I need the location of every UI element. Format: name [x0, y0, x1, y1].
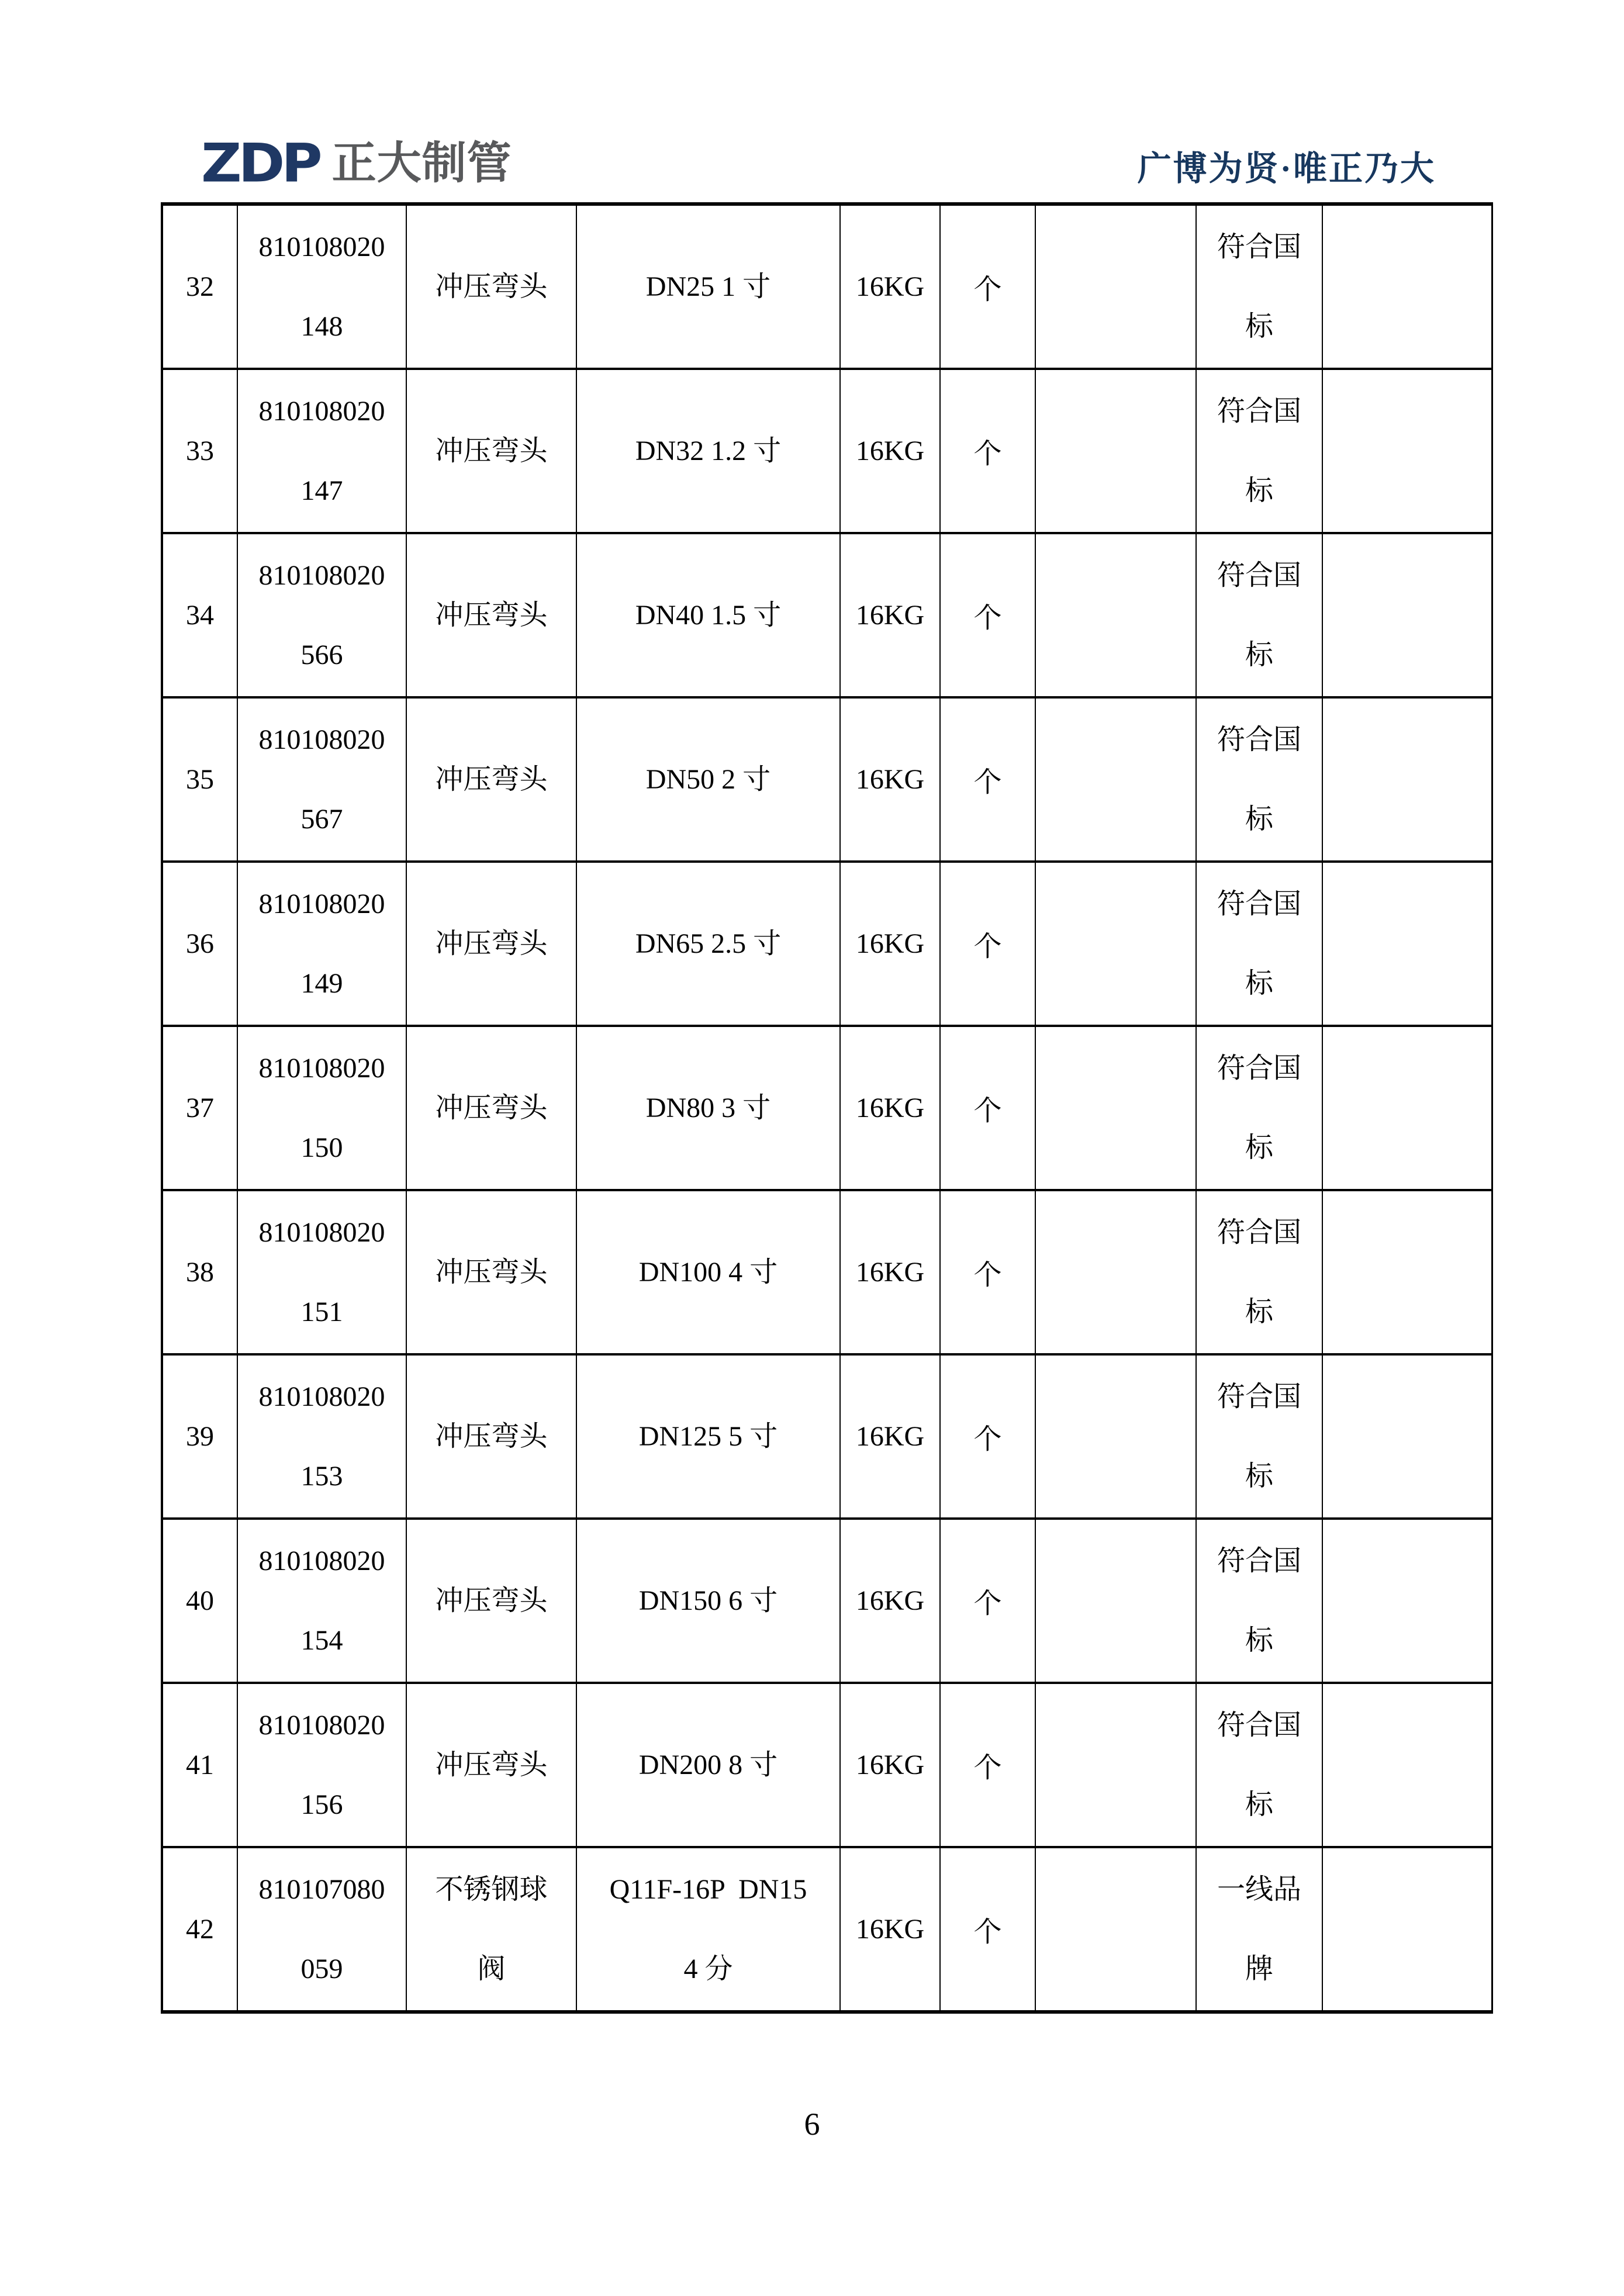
notes-cell — [1322, 1847, 1492, 2012]
remark-cell — [1196, 1683, 1322, 1847]
product-name: 冲压弯头 — [435, 928, 548, 959]
row-number-cell — [162, 204, 237, 369]
pressure-value: 16KG — [855, 764, 925, 795]
spec-value: DN80 3 寸 — [645, 1092, 771, 1123]
notes-value — [1323, 1191, 1491, 1353]
unit-value: 个 — [973, 1260, 1002, 1291]
remark-cell — [1196, 697, 1322, 862]
table-row — [162, 1519, 1492, 1683]
unit-cell — [940, 1847, 1035, 2012]
remark-value: 符合国 标 — [1217, 231, 1301, 342]
notes-cell — [1322, 697, 1492, 862]
product-code-cell — [237, 1354, 406, 1519]
pressure-value: 16KG — [855, 435, 925, 466]
remark-cell — [1196, 369, 1322, 533]
product-code: 810108020 151 — [258, 1216, 385, 1327]
quantity-value — [1036, 1027, 1195, 1189]
unit-cell — [940, 369, 1035, 533]
row-number: 39 — [186, 1421, 214, 1452]
product-code-cell — [237, 1026, 406, 1190]
row-number-cell — [162, 369, 237, 533]
notes-cell — [1322, 862, 1492, 1026]
quantity-cell — [1035, 1190, 1196, 1354]
row-number-cell — [162, 1026, 237, 1190]
pressure-cell — [840, 533, 940, 697]
spec-value: DN32 1.2 寸 — [635, 435, 782, 466]
remark-cell — [1196, 533, 1322, 697]
unit-value: 个 — [973, 1095, 1002, 1126]
row-number: 36 — [186, 928, 214, 959]
quantity-cell — [1035, 369, 1196, 533]
company-logo — [201, 132, 512, 195]
unit-cell — [940, 1683, 1035, 1847]
unit-value: 个 — [973, 1917, 1002, 1948]
notes-value — [1323, 370, 1491, 532]
product-name-cell — [406, 1683, 576, 1847]
spec-value: DN65 2.5 寸 — [635, 928, 782, 959]
quantity-value — [1036, 1848, 1195, 2010]
spec-cell — [576, 533, 840, 697]
quantity-value — [1036, 370, 1195, 532]
row-number: 33 — [186, 435, 214, 466]
spec-cell — [576, 204, 840, 369]
pressure-value: 16KG — [855, 1914, 925, 1945]
table-row — [162, 697, 1492, 862]
quantity-value — [1036, 534, 1195, 696]
product-code: 810108020 156 — [258, 1709, 385, 1820]
table-row — [162, 1354, 1492, 1519]
quantity-value — [1036, 206, 1195, 368]
zdp-logo-icon: ZDP — [201, 132, 319, 195]
product-code-cell — [237, 1847, 406, 2012]
remark-cell — [1196, 204, 1322, 369]
row-number: 42 — [186, 1914, 214, 1945]
company-slogan: 广博为贤·唯正乃大 — [1137, 150, 1436, 188]
unit-value: 个 — [973, 1588, 1002, 1619]
product-code-cell — [237, 862, 406, 1026]
pressure-cell — [840, 1190, 940, 1354]
pressure-value: 16KG — [855, 1421, 925, 1452]
product-code-cell — [237, 1190, 406, 1354]
product-name-cell — [406, 697, 576, 862]
remark-value: 符合国 标 — [1217, 559, 1301, 670]
remark-value: 符合国 标 — [1217, 1052, 1301, 1163]
product-name: 不锈钢球 阀 — [435, 1873, 548, 1984]
notes-value — [1323, 534, 1491, 696]
notes-value — [1323, 1520, 1491, 1682]
remark-value: 符合国 标 — [1217, 888, 1301, 999]
remark-value: 一线品 牌 — [1217, 1873, 1301, 1984]
spec-value: DN125 5 寸 — [638, 1420, 778, 1452]
quantity-cell — [1035, 1519, 1196, 1683]
remark-value: 符合国 标 — [1217, 1381, 1301, 1492]
table-row — [162, 1026, 1492, 1190]
quantity-cell — [1035, 1847, 1196, 2012]
product-name: 冲压弯头 — [435, 435, 548, 466]
notes-cell — [1322, 1354, 1492, 1519]
row-number-cell — [162, 1519, 237, 1683]
unit-value: 个 — [973, 1424, 1002, 1455]
pressure-value: 16KG — [855, 600, 925, 631]
unit-value: 个 — [973, 931, 1002, 962]
unit-value: 个 — [973, 767, 1002, 798]
table-row — [162, 1683, 1492, 1847]
pressure-cell — [840, 1026, 940, 1190]
row-number-cell — [162, 697, 237, 862]
remark-value: 符合国 标 — [1217, 1709, 1301, 1820]
quantity-cell — [1035, 697, 1196, 862]
product-code: 810108020 153 — [258, 1381, 385, 1492]
quantity-value — [1036, 699, 1195, 860]
page-number: 6 — [804, 2107, 820, 2142]
product-name-cell — [406, 1026, 576, 1190]
quantity-cell — [1035, 1026, 1196, 1190]
row-number-cell — [162, 1683, 237, 1847]
unit-cell — [940, 204, 1035, 369]
unit-cell — [940, 1354, 1035, 1519]
remark-cell — [1196, 1519, 1322, 1683]
remark-value: 符合国 标 — [1217, 1216, 1301, 1327]
pressure-cell — [840, 204, 940, 369]
pressure-value: 16KG — [855, 1092, 925, 1123]
unit-cell — [940, 697, 1035, 862]
notes-cell — [1322, 369, 1492, 533]
unit-cell — [940, 1026, 1035, 1190]
spec-value: DN200 8 寸 — [638, 1749, 778, 1780]
unit-value: 个 — [973, 1752, 1002, 1783]
pressure-cell — [840, 369, 940, 533]
spec-value: DN25 1 寸 — [645, 271, 771, 302]
quantity-cell — [1035, 1354, 1196, 1519]
unit-cell — [940, 533, 1035, 697]
remark-value: 符合国 标 — [1217, 724, 1301, 835]
unit-value: 个 — [973, 438, 1002, 469]
product-code: 810108020 150 — [258, 1052, 385, 1163]
product-table — [161, 202, 1493, 2014]
notes-value — [1323, 699, 1491, 860]
product-code-cell — [237, 369, 406, 533]
spec-cell — [576, 1354, 840, 1519]
spec-value: DN150 6 寸 — [638, 1585, 778, 1616]
row-number: 32 — [186, 271, 214, 302]
product-code-cell — [237, 533, 406, 697]
notes-value — [1323, 1848, 1491, 2010]
spec-cell — [576, 1519, 840, 1683]
product-name-cell — [406, 1190, 576, 1354]
product-name-cell — [406, 204, 576, 369]
quantity-value — [1036, 1356, 1195, 1517]
quantity-cell — [1035, 862, 1196, 1026]
row-number-cell — [162, 1847, 237, 2012]
pressure-value: 16KG — [855, 1749, 925, 1780]
quantity-value — [1036, 1520, 1195, 1682]
notes-cell — [1322, 533, 1492, 697]
product-name-cell — [406, 1847, 576, 2012]
notes-cell — [1322, 1190, 1492, 1354]
spec-cell — [576, 697, 840, 862]
notes-value — [1323, 1356, 1491, 1517]
spec-value: DN40 1.5 寸 — [635, 599, 782, 631]
spec-value: Q11F-16P DN15 4 分 — [609, 1873, 807, 1984]
remark-value: 符合国 标 — [1217, 1545, 1301, 1656]
product-name-cell — [406, 1519, 576, 1683]
table-body — [162, 204, 1492, 2012]
quantity-cell — [1035, 1683, 1196, 1847]
product-name: 冲压弯头 — [435, 1256, 548, 1288]
row-number: 41 — [186, 1749, 214, 1780]
unit-cell — [940, 1190, 1035, 1354]
spec-cell — [576, 369, 840, 533]
quantity-cell — [1035, 204, 1196, 369]
table-row — [162, 204, 1492, 369]
pressure-cell — [840, 697, 940, 862]
unit-value: 个 — [973, 603, 1002, 634]
table-row — [162, 862, 1492, 1026]
spec-cell — [576, 1190, 840, 1354]
product-code: 810108020 148 — [258, 231, 385, 342]
product-name-cell — [406, 369, 576, 533]
quantity-value — [1036, 1684, 1195, 1846]
pressure-value: 16KG — [855, 1257, 925, 1288]
notes-cell — [1322, 1519, 1492, 1683]
pressure-cell — [840, 1683, 940, 1847]
product-code: 810108020 567 — [258, 724, 385, 835]
notes-value — [1323, 206, 1491, 368]
product-code: 810108020 149 — [258, 888, 385, 999]
remark-cell — [1196, 862, 1322, 1026]
pressure-value: 16KG — [855, 928, 925, 959]
table-row — [162, 1847, 1492, 2012]
remark-cell — [1196, 1354, 1322, 1519]
product-code-cell — [237, 1519, 406, 1683]
pressure-value: 16KG — [855, 271, 925, 302]
remark-cell — [1196, 1847, 1322, 2012]
product-code-cell — [237, 1683, 406, 1847]
product-name: 冲压弯头 — [435, 1420, 548, 1452]
product-code: 810108020 566 — [258, 559, 385, 670]
notes-value — [1323, 1684, 1491, 1846]
row-number: 38 — [186, 1257, 214, 1288]
product-code: 810108020 154 — [258, 1545, 385, 1656]
row-number: 40 — [186, 1585, 214, 1616]
product-name: 冲压弯头 — [435, 763, 548, 795]
spec-cell — [576, 1026, 840, 1190]
spec-cell — [576, 1847, 840, 2012]
notes-cell — [1322, 1683, 1492, 1847]
pressure-cell — [840, 1847, 940, 2012]
remark-cell — [1196, 1190, 1322, 1354]
quantity-value — [1036, 1191, 1195, 1353]
notes-cell — [1322, 1026, 1492, 1190]
product-name: 冲压弯头 — [435, 1092, 548, 1123]
product-name: 冲压弯头 — [435, 1749, 548, 1780]
pressure-value: 16KG — [855, 1585, 925, 1616]
pressure-cell — [840, 1354, 940, 1519]
pressure-cell — [840, 862, 940, 1026]
product-name-cell — [406, 533, 576, 697]
row-number: 35 — [186, 764, 214, 795]
product-code-cell — [237, 204, 406, 369]
product-name-cell — [406, 862, 576, 1026]
spec-cell — [576, 1683, 840, 1847]
notes-value — [1323, 863, 1491, 1025]
row-number: 37 — [186, 1092, 214, 1123]
unit-cell — [940, 1519, 1035, 1683]
product-code-cell — [237, 697, 406, 862]
spec-value: DN100 4 寸 — [638, 1256, 778, 1288]
table-row — [162, 1190, 1492, 1354]
spec-cell — [576, 862, 840, 1026]
row-number-cell — [162, 1354, 237, 1519]
product-code: 810107080 059 — [258, 1873, 385, 1984]
notes-cell — [1322, 204, 1492, 369]
product-name: 冲压弯头 — [435, 1585, 548, 1616]
row-number-cell — [162, 1190, 237, 1354]
quantity-value — [1036, 863, 1195, 1025]
row-number-cell — [162, 533, 237, 697]
row-number: 34 — [186, 600, 214, 631]
table-row — [162, 533, 1492, 697]
pressure-cell — [840, 1519, 940, 1683]
table-row — [162, 369, 1492, 533]
product-name-cell — [406, 1354, 576, 1519]
product-name: 冲压弯头 — [435, 271, 548, 302]
product-code: 810108020 147 — [258, 395, 385, 506]
spec-value: DN50 2 寸 — [645, 763, 771, 795]
product-name: 冲压弯头 — [435, 599, 548, 631]
row-number-cell — [162, 862, 237, 1026]
company-name: 正大制管 — [331, 137, 512, 189]
unit-value: 个 — [973, 274, 1002, 305]
remark-cell — [1196, 1026, 1322, 1190]
quantity-cell — [1035, 533, 1196, 697]
unit-cell — [940, 862, 1035, 1026]
remark-value: 符合国 标 — [1217, 395, 1301, 506]
notes-value — [1323, 1027, 1491, 1189]
